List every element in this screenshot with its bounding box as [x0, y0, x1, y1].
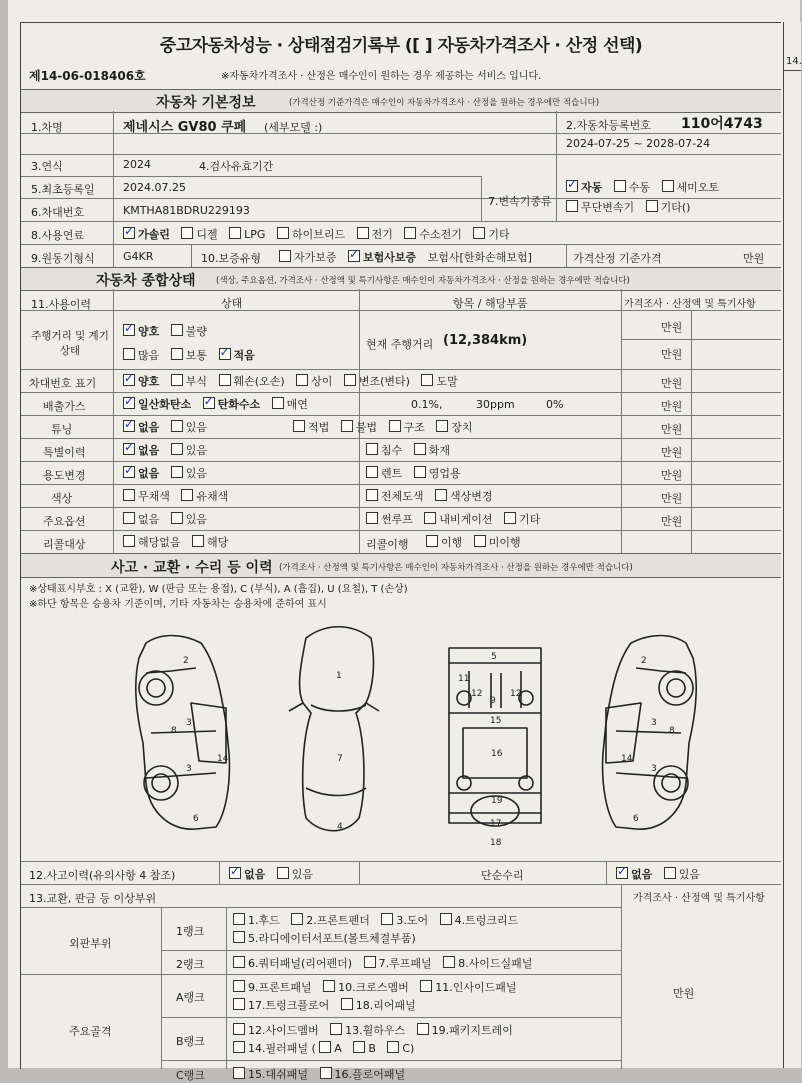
basic-info-title: 자동차 기본정보 [156, 95, 256, 111]
base-price-unit: 만원 [743, 252, 765, 265]
tuning-legal-label: 적법 [308, 421, 330, 434]
part-trunk-floor-checkbox[interactable] [233, 998, 245, 1010]
diagram-label: 18 [490, 838, 502, 848]
vin-mark-smear-label: 도말 [436, 375, 458, 388]
registration-label: 2.자동차등록번호 [566, 119, 651, 132]
vin-mark-mismatch-checkbox[interactable] [296, 374, 308, 386]
mileage-text: 현재 주행거리 [366, 338, 434, 351]
mileage-normal-checkbox[interactable] [171, 348, 183, 360]
special-yes-checkbox[interactable] [171, 443, 183, 455]
part-trunk-lid-label: 4.트렁크리드 [454, 914, 519, 927]
fuel-hydrogen-label: 수소전기 [419, 228, 462, 241]
part-front-panel-label: 9.프론트패널 [248, 981, 312, 994]
purpose-price-unit: 만원 [661, 469, 683, 482]
recall-none-label: 해당없음 [138, 536, 181, 549]
status-title: 자동차 종합상태 [96, 273, 196, 289]
basic-info-note: (가격산정 기준가격은 매수인이 자동차가격조사 · 산정을 원하는 경우에만 적습니다) [289, 98, 600, 108]
part-side-member-label: 12.사이드멤버 [248, 1024, 319, 1037]
tuning-none-label: 없음 [138, 421, 160, 434]
fuel-label: 8.사용연료 [31, 229, 84, 242]
color-label: 색상 [51, 492, 73, 505]
status-note: (색상, 주요옵션, 가격조사 · 산정액 및 특기사항은 매수인이 자동차가격조사 · 산정을 원하는 경우에만 적습니다) [216, 276, 630, 286]
emission-smoke-checkbox[interactable] [272, 397, 284, 409]
diagram-label: 14 [621, 754, 633, 764]
tuning-illegal-label: 불법 [355, 421, 378, 434]
tuning-device-checkbox[interactable] [436, 420, 448, 432]
engine-label: 9.원동기형식 [31, 252, 95, 265]
purpose-business-label: 영업용 [428, 467, 461, 480]
fuel-gasoline-checkbox[interactable] [123, 227, 135, 239]
diagram-label: 6 [193, 814, 199, 824]
special-fire-checkbox[interactable] [414, 443, 426, 455]
transmission-cvt-checkbox[interactable] [566, 200, 578, 212]
part-hood-checkbox[interactable] [233, 913, 245, 925]
part-hood-label: 1.후드 [248, 914, 280, 927]
tuning-yes-checkbox[interactable] [171, 420, 183, 432]
option-price-unit: 만원 [661, 515, 683, 528]
mileage-options-2 [123, 347, 263, 363]
pillar-a-checkbox[interactable] [319, 1041, 331, 1053]
special-history-label: 특별이력 [43, 446, 86, 459]
fuel-lpg-checkbox[interactable] [229, 227, 241, 239]
color-full-paint-label: 전체도색 [381, 490, 424, 503]
rank2-parts [233, 955, 540, 971]
rank1-label: 1랭크 [176, 925, 205, 938]
part-trunk-lid-checkbox[interactable] [440, 913, 452, 925]
next-page-edge [783, 22, 801, 1068]
mileage-good-label: 양호 [138, 325, 160, 338]
tuning-device-label: 장치 [451, 421, 473, 434]
recall-done-option-label: 이행 [441, 536, 463, 549]
purpose-none-checkbox[interactable] [123, 466, 135, 478]
option-none-checkbox[interactable] [123, 512, 135, 524]
emission-smoke-value: 0% [546, 398, 564, 411]
simple-repair-none-checkbox[interactable] [616, 867, 628, 879]
vin-mark-altered-checkbox[interactable] [344, 374, 356, 386]
option-navigation-label: 내비게이션 [439, 513, 493, 526]
diagram-label: 4 [337, 822, 343, 832]
vin-mark-price-unit: 만원 [661, 377, 683, 390]
diagram-label: 3 [186, 764, 192, 774]
part-side-sill-checkbox[interactable] [443, 956, 455, 968]
emission-smoke-label: 매연 [286, 398, 308, 411]
part-front-fender-checkbox[interactable] [291, 913, 303, 925]
item-column-header: 항목 / 해당부품 [453, 297, 528, 310]
special-flood-label: 침수 [381, 444, 403, 457]
diagram-label: 2 [641, 656, 647, 666]
emission-label: 배출가스 [43, 400, 86, 413]
simple-repair-label: 단순수리 [481, 869, 524, 882]
transmission-manual-label: 수동 [628, 181, 651, 194]
basic-info-header [21, 89, 781, 113]
option-other-label: 기타 [519, 513, 541, 526]
special-none-checkbox[interactable] [123, 443, 135, 455]
diagram-label: 3 [651, 764, 657, 774]
accident-yes-checkbox[interactable] [277, 867, 289, 879]
part-dash-panel-checkbox[interactable] [233, 1067, 245, 1079]
special-yes-label: 있음 [185, 444, 208, 457]
part-pillar-panel-label: 14.필러패널 ( [248, 1042, 316, 1055]
fuel-options [123, 226, 518, 242]
emission-co-checkbox[interactable] [123, 397, 135, 409]
part-radiator-support-label: 5.라디에이터서포트(볼트체결부품) [248, 932, 416, 945]
outer-panel-label: 외판부위 [69, 937, 112, 950]
part-quarter-panel-label: 6.쿼터패널(리어펜더) [248, 957, 353, 970]
tuning-label: 튜닝 [51, 423, 73, 436]
recall-none-checkbox[interactable] [123, 535, 135, 547]
fuel-electric-label: 전기 [371, 228, 393, 241]
accident-title: 사고 · 교환 · 수리 등 이력 [111, 560, 273, 576]
tuning-price-unit: 만원 [661, 423, 683, 436]
diagram-label: 3 [651, 718, 657, 728]
part-roof-panel-checkbox[interactable] [364, 956, 376, 968]
inspection-form [20, 22, 781, 1082]
accident-note: (가격조사 · 산정액 및 특기사항은 매수인이 자동차가격조사 · 산정을 원하는 경우에만 적습니다) [279, 563, 633, 573]
pillar-b-checkbox[interactable] [353, 1041, 365, 1053]
mileage-value: (12,384km) [443, 333, 528, 348]
color-change-checkbox[interactable] [435, 489, 447, 501]
emission-hc-checkbox[interactable] [203, 397, 215, 409]
vin-mark-damage-label: 훼손(오손) [233, 375, 285, 388]
simple-repair-yes-label: 있음 [678, 868, 701, 881]
vin-mark-corrosion-checkbox[interactable] [171, 374, 183, 386]
main-option-items [366, 511, 548, 527]
warranty-options [279, 249, 532, 265]
car-name-value: 제네시스 GV80 쿠페 [123, 120, 247, 135]
vin-mark-label: 차대번호 표기 [29, 377, 97, 390]
vin-mark-mismatch-label: 상이 [311, 375, 333, 388]
fuel-other-checkbox[interactable] [473, 227, 485, 239]
recall-items [426, 534, 529, 550]
first-registration-value: 2024.07.25 [123, 181, 186, 194]
diagram-label: 19 [491, 796, 503, 806]
document-number: 제14-06-018406호 [29, 69, 146, 83]
rankC-parts [233, 1066, 413, 1082]
emission-hc-value: 30ppm [476, 398, 515, 411]
recall-state [123, 534, 236, 550]
recall-done-label: 리콜이행 [366, 538, 409, 551]
special-history-items [366, 442, 458, 458]
color-price-unit: 만원 [661, 492, 683, 505]
accident-none-label: 없음 [244, 868, 266, 881]
part-front-panel-checkbox[interactable] [233, 980, 245, 992]
part-door-label: 3.도어 [396, 914, 429, 927]
transmission-auto-checkbox[interactable] [566, 180, 578, 192]
vin-value: KMTHA81BDRU229193 [123, 204, 250, 217]
parts-price-header: 가격조사 · 산정액 및 특기사항 [633, 893, 765, 904]
usage-history-header: 11.사용이력 [31, 298, 91, 311]
year-label: 3.연식 [31, 160, 63, 173]
part-wheel-house-label: 13.휠하우스 [345, 1024, 406, 1037]
transmission-other-label: 기타() [660, 201, 691, 214]
diagram-label: 16 [491, 749, 503, 759]
mileage-options-1 [123, 323, 215, 339]
fuel-hydrogen-checkbox[interactable] [404, 227, 416, 239]
purpose-business-checkbox[interactable] [414, 466, 426, 478]
pillar-c-label: C) [402, 1042, 415, 1055]
part-front-fender-label: 2.프론트펜더 [306, 914, 370, 927]
part-door-checkbox[interactable] [381, 913, 393, 925]
emission-co-label: 일산화탄소 [138, 398, 192, 411]
part-dash-panel-label: 15.대쉬패널 [248, 1068, 308, 1081]
recall-label: 리콜대상 [43, 538, 86, 551]
mileage-high-checkbox[interactable] [123, 348, 135, 360]
option-yes-checkbox[interactable] [171, 512, 183, 524]
option-none-label: 없음 [138, 513, 160, 526]
diagram-label: 12 [471, 689, 483, 699]
purpose-yes-label: 있음 [185, 467, 208, 480]
mileage-price-unit-2: 만원 [661, 348, 683, 361]
color-chromatic-checkbox[interactable] [181, 489, 193, 501]
diagram-label: 12 [510, 689, 522, 699]
purpose-yes-checkbox[interactable] [171, 466, 183, 478]
simple-repair-options [616, 866, 708, 882]
vin-label: 6.차대번호 [31, 206, 84, 219]
warranty-self-checkbox[interactable] [279, 250, 291, 262]
vin-mark-smear-checkbox[interactable] [421, 374, 433, 386]
diagram-label: 8 [171, 726, 177, 736]
diagram-label: 6 [633, 814, 639, 824]
color-achromatic-checkbox[interactable] [123, 489, 135, 501]
accident-none-checkbox[interactable] [229, 867, 241, 879]
accident-history-label: 12.사고이력(유의사항 4 참조) [29, 869, 176, 882]
tuning-none-checkbox[interactable] [123, 420, 135, 432]
transmission-other-checkbox[interactable] [646, 200, 658, 212]
diagram-label: 17 [490, 819, 502, 829]
rankC-label: C랭크 [176, 1069, 205, 1082]
recall-applicable-label: 해당 [207, 536, 229, 549]
state-column-header: 상태 [221, 297, 243, 310]
fuel-gasoline-label: 가솔린 [138, 228, 170, 241]
special-fire-label: 화재 [428, 444, 451, 457]
part-side-sill-label: 8.사이드실패널 [458, 957, 533, 970]
part-cross-member-label: 10.크로스멤버 [338, 981, 409, 994]
recall-done-checkbox[interactable] [426, 535, 438, 547]
transmission-options-1 [566, 179, 727, 195]
base-price-label: 가격산정 기준가격 [573, 252, 662, 265]
fuel-diesel-label: 디젤 [196, 228, 218, 241]
part-cross-member-checkbox[interactable] [323, 980, 335, 992]
vin-mark-good-label: 양호 [138, 375, 160, 388]
special-flood-checkbox[interactable] [366, 443, 378, 455]
inspection-valid-value: 2024-07-25 ~ 2028-07-24 [566, 137, 711, 150]
option-sunroof-checkbox[interactable] [366, 512, 378, 524]
part-package-tray-label: 19.패키지트레이 [431, 1024, 513, 1037]
diagram-label: 2 [183, 656, 189, 666]
transmission-manual-checkbox[interactable] [614, 180, 626, 192]
simple-repair-yes-checkbox[interactable] [664, 867, 676, 879]
diagram-label: 5 [491, 652, 497, 662]
warranty-self-label: 자가보증 [294, 251, 337, 264]
car-detail-model: (세부모델 :) [264, 121, 323, 134]
legend-footnote: ※하단 항목은 승용차 기준이며, 기타 자동차는 승용차에 준하여 표시 [29, 599, 327, 610]
mileage-good-checkbox[interactable] [123, 324, 135, 336]
status-header [21, 267, 781, 291]
part-wheel-house-checkbox[interactable] [330, 1023, 342, 1035]
transmission-semi-label: 세미오토 [676, 181, 720, 194]
rankB-parts-1 [233, 1022, 521, 1038]
vin-mark-corrosion-label: 부식 [185, 375, 208, 388]
mileage-low-label: 적음 [233, 349, 255, 362]
warranty-insurer-name: 보험사[한화손해보험] [427, 251, 532, 264]
diagram-label: 7 [337, 754, 343, 764]
parts-price-unit: 만원 [673, 987, 695, 1000]
purpose-change-items [366, 465, 469, 481]
diagram-label: 3 [186, 718, 192, 728]
fuel-electric-checkbox[interactable] [357, 227, 369, 239]
mileage-normal-label: 보통 [185, 349, 208, 362]
simple-repair-none-label: 없음 [631, 868, 653, 881]
emission-options [123, 396, 316, 412]
rankA-parts-2 [233, 997, 424, 1013]
fuel-hybrid-checkbox[interactable] [277, 227, 289, 239]
special-none-label: 없음 [138, 444, 160, 457]
diagram-label: 8 [669, 726, 675, 736]
emission-hc-label: 탄화수소 [217, 398, 261, 411]
part-package-tray-checkbox[interactable] [417, 1023, 429, 1035]
mileage-label: 주행거리 및 계기상태 [31, 330, 109, 357]
engine-value: G4KR [123, 250, 154, 263]
purpose-change-state [123, 465, 215, 481]
recall-not-done-checkbox[interactable] [474, 535, 486, 547]
mileage-bad-checkbox[interactable] [171, 324, 183, 336]
diagram-label: 11 [458, 674, 470, 684]
registration-value: 110어4743 [681, 116, 763, 132]
inspection-sheet [8, 0, 802, 1082]
emission-co-value: 0.1%, [411, 398, 443, 411]
transmission-label: 7.변속기종류 [488, 195, 552, 208]
color-change-label: 색상변경 [450, 490, 493, 503]
pillar-c-checkbox[interactable] [387, 1041, 399, 1053]
part-inside-panel-label: 11.인사이드패널 [435, 981, 517, 994]
mileage-price-unit-1: 만원 [661, 321, 683, 334]
service-notice: ※자동차가격조사 · 산정은 매수인이 원하는 경우 제공하는 서비스 입니다. [221, 71, 542, 82]
vin-mark-altered-label: 변조(변타) [358, 375, 410, 388]
rankB-label: B랭크 [176, 1035, 205, 1048]
rankB-parts-2 [233, 1040, 414, 1056]
price-column-header: 가격조사 · 산정액 및 특기사항 [624, 299, 756, 310]
mileage-low-checkbox[interactable] [219, 348, 231, 360]
purpose-none-label: 없음 [138, 467, 160, 480]
warranty-label: 10.보증유형 [201, 252, 261, 265]
mileage-bad-label: 불량 [185, 325, 208, 338]
fuel-hybrid-label: 하이브리드 [291, 228, 346, 241]
diagram-label: 14 [217, 754, 229, 764]
part-trunk-floor-label: 17.트렁크플로어 [248, 999, 330, 1012]
year-value: 2024 [123, 158, 151, 171]
side-label: 14. [786, 56, 802, 67]
tuning-structure-checkbox[interactable] [389, 420, 401, 432]
diagram-label: 9 [490, 696, 496, 706]
diagram-label: 1 [336, 671, 342, 681]
purpose-rent-label: 렌트 [381, 467, 403, 480]
main-option-label: 주요옵션 [43, 515, 86, 528]
tuning-state [123, 419, 215, 435]
emission-price-unit: 만원 [661, 400, 683, 413]
special-price-unit: 만원 [661, 446, 683, 459]
option-other-checkbox[interactable] [504, 512, 516, 524]
option-yes-label: 있음 [185, 513, 208, 526]
tuning-yes-label: 있음 [185, 421, 208, 434]
purpose-rent-checkbox[interactable] [366, 466, 378, 478]
part-rear-panel-checkbox[interactable] [341, 998, 353, 1010]
tuning-structure-label: 구조 [403, 421, 425, 434]
tuning-items [293, 419, 481, 435]
main-frame-label: 주요골격 [69, 1025, 112, 1038]
part-roof-panel-label: 7.루프패널 [378, 957, 432, 970]
rankA-label: A랭크 [176, 991, 205, 1004]
recall-not-done-label: 미이행 [488, 536, 521, 549]
transmission-semi-checkbox[interactable] [662, 180, 674, 192]
document-title: 중고자동차성능 · 상태점검기록부 ([ ] 자동차가격조사 · 산정 선택) [159, 36, 643, 56]
tuning-legal-checkbox[interactable] [293, 420, 305, 432]
color-achromatic-label: 무채색 [138, 490, 170, 503]
part-pillar-panel-checkbox[interactable] [233, 1041, 245, 1053]
tuning-illegal-checkbox[interactable] [341, 420, 353, 432]
rank1-parts-2 [233, 930, 424, 946]
accident-header [21, 553, 781, 578]
vin-mark-damage-checkbox[interactable] [219, 374, 231, 386]
accident-history-options [229, 866, 321, 882]
part-rear-panel-label: 18.리어패널 [355, 999, 416, 1012]
pillar-a-label: A [334, 1042, 342, 1055]
vin-mark-options [123, 373, 466, 389]
accident-yes-label: 있음 [291, 868, 314, 881]
first-registration-label: 5.최초등록일 [31, 183, 95, 196]
recall-applicable-checkbox[interactable] [192, 535, 204, 547]
transmission-auto-label: 자동 [581, 181, 603, 194]
pillar-b-label: B [368, 1042, 376, 1055]
warranty-insurer-label: 보험사보증 [363, 251, 417, 264]
color-full-paint-checkbox[interactable] [366, 489, 378, 501]
fuel-other-label: 기타 [488, 228, 510, 241]
special-history-state [123, 442, 215, 458]
inspection-valid-label: 4.검사유효기간 [199, 160, 274, 173]
color-state [123, 488, 236, 504]
part-inside-panel-checkbox[interactable] [420, 980, 432, 992]
color-chromatic-label: 유채색 [196, 490, 229, 503]
rank1-parts-1 [233, 912, 526, 928]
part-quarter-panel-checkbox[interactable] [233, 956, 245, 968]
part-floor-panel-checkbox[interactable] [320, 1067, 332, 1079]
color-items [366, 488, 501, 504]
rank2-label: 2랭크 [176, 958, 205, 971]
option-navigation-checkbox[interactable] [424, 512, 436, 524]
fuel-diesel-checkbox[interactable] [181, 227, 193, 239]
mileage-high-label: 많음 [138, 349, 160, 362]
vin-mark-good-checkbox[interactable] [123, 374, 135, 386]
part-floor-panel-label: 16.플로어패널 [334, 1068, 406, 1081]
parts-section-label: 13.교환, 판금 등 이상부위 [29, 892, 157, 905]
symbol-legend: ※상태표시부호 : X (교환), W (판금 또는 용접), C (부식), A (흠집), U (요철), T (손상) [29, 584, 408, 595]
warranty-insurer-checkbox[interactable] [348, 250, 360, 262]
fuel-lpg-label: LPG [244, 228, 266, 241]
main-option-state [123, 511, 215, 527]
purpose-change-label: 용도변경 [43, 469, 86, 482]
transmission-options-2 [566, 199, 698, 215]
car-damage-diagram [21, 613, 781, 848]
part-radiator-support-checkbox[interactable] [233, 931, 245, 943]
part-side-member-checkbox[interactable] [233, 1023, 245, 1035]
rankA-parts-1 [233, 979, 525, 995]
diagram-label: 15 [490, 716, 502, 726]
transmission-cvt-label: 무단변속기 [581, 201, 635, 214]
car-name-label: 1.차명 [31, 121, 63, 134]
option-sunroof-label: 썬루프 [381, 513, 413, 526]
